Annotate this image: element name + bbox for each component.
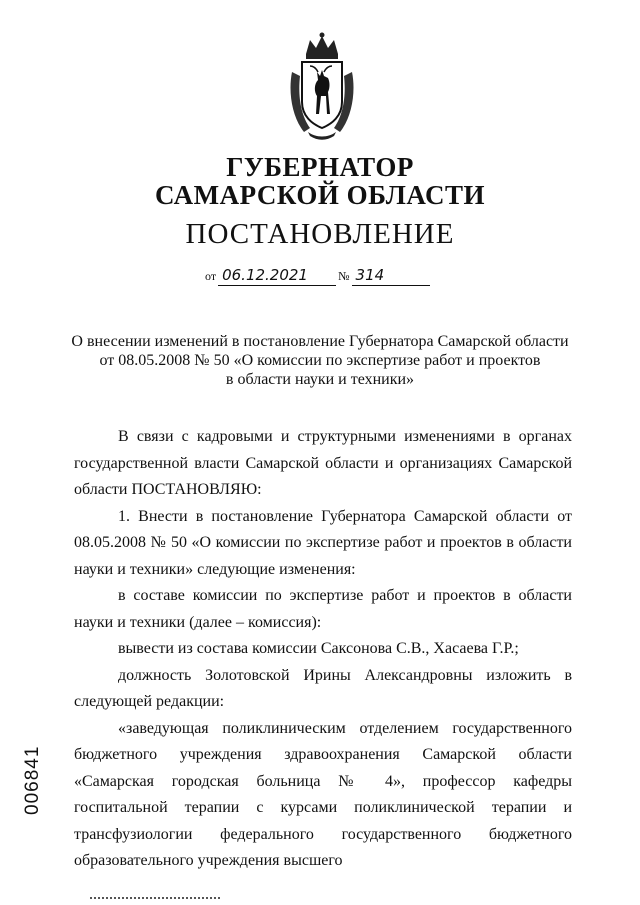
- document-type-heading: ПОСТАНОВЛЕНИЕ: [185, 218, 455, 250]
- governor-heading: ГУБЕРНАТОР: [226, 152, 414, 182]
- from-label: от: [205, 269, 217, 283]
- region-heading: САМАРСКОЙ ОБЛАСТИ: [154, 180, 486, 210]
- coat-of-arms-emblem: [286, 32, 358, 142]
- date-number-line: [205, 262, 430, 286]
- body-paragraph: 1. Внести в постановление Губернатора Самарской области от 08.05.2008 № 50 «О комиссии по экспертизе работ и проектов в области науки и техники» следующие изменения:: [74, 507, 572, 578]
- side-serial-number: 006841: [22, 745, 43, 815]
- body-paragraph: вывести из состава комиссии Саксонова С.В., Хасаева Г.Р.;: [118, 640, 519, 657]
- number-label: №: [338, 269, 350, 283]
- body-paragraph: должность Золотовской Ирины Александровны изложить в следующей редакции:: [74, 666, 572, 710]
- bottom-divider: [90, 897, 220, 903]
- document-body: [74, 424, 572, 875]
- body-paragraph: в составе комиссии по экспертизе работ и проектов в области науки и техники (далее – комиссия):: [74, 587, 572, 631]
- title-line: О внесении изменений в постановление Губернатора Самарской области: [71, 333, 569, 350]
- document-title: [60, 332, 580, 389]
- body-paragraph: «заведующая поликлиническим отделением государственного бюджетного учреждения здравоохранения Самарской области «Самарская городская больница № 4», профессор кафедры госпитальной терапии с курсами поликлинической терапии и трансфузиологии федерального государственного бюджетного образовательного учреждения высшего: [74, 719, 572, 869]
- body-paragraph: В связи с кадровыми и структурными изменениями в органах государственной власти Самарской области и организациях Самарской области ПОСТАНОВЛЯЮ:: [74, 428, 572, 498]
- document-date: 06.12.2021: [218, 266, 336, 286]
- title-line: от 08.05.2008 № 50 «О комиссии по экспертизе работ и проектов: [99, 352, 541, 369]
- document-number: 314: [352, 266, 430, 286]
- title-line: в области науки и техники»: [225, 371, 415, 388]
